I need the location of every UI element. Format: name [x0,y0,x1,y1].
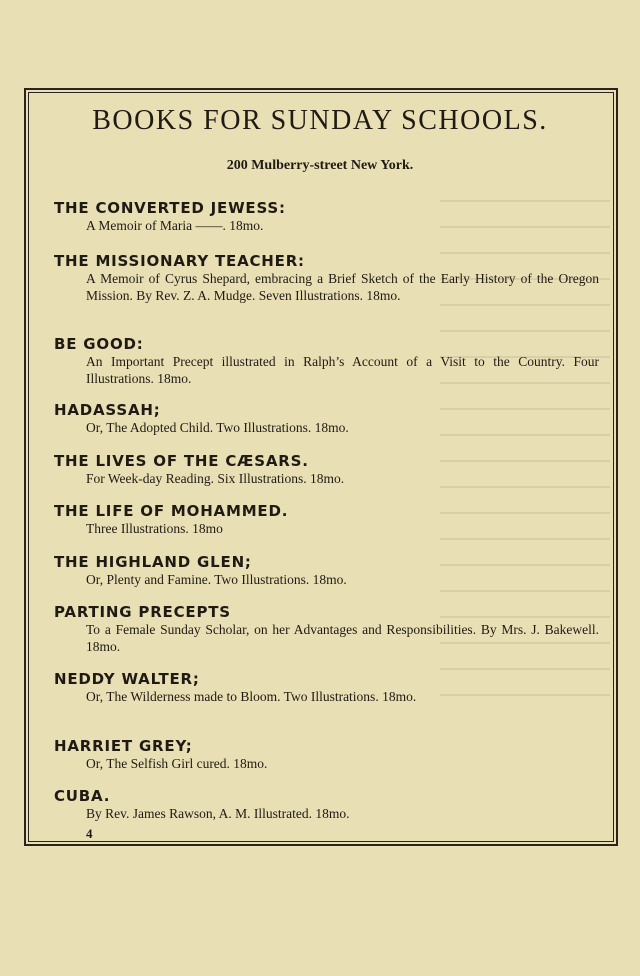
book-description: For Week-day Reading. Six Illustrations. 18mo. [86,471,345,486]
book-entry [54,198,599,235]
book-entry [54,552,599,589]
book-title: HADASSAH; [54,401,161,419]
book-title: PARTING PRECEPTS [54,603,231,621]
book-title: THE CONVERTED JEWESS: [54,199,286,217]
book-description: By Rev. James Rawson, A. M. Illustrated. 18mo. [86,806,350,821]
book-title: BE GOOD: [54,335,144,353]
book-title: THE HIGHLAND GLEN; [54,553,252,571]
book-description: An Important Precept illustrated in Ralph’s Account of a Visit to the Country. Four Illustrations. 18mo. [86,354,599,386]
book-title: CUBA. [54,787,111,805]
book-entry [54,501,599,538]
book-entry [54,736,599,773]
book-description: A Memoir of Cyrus Shepard, embracing a Brief Sketch of the Early History of the Oregon Mission. By Rev. Z. A. Mudge. Seven Illustrations. 18mo. [86,271,599,303]
book-entry [54,786,599,823]
book-description: To a Female Sunday Scholar, on her Advantages and Responsibilities. By Mrs. J. Bakewell. 18mo. [86,622,599,654]
book-description: Or, The Selfish Girl cured. 18mo. [86,756,268,771]
book-description: Three Illustrations. 18mo [86,521,223,536]
book-title: THE LIVES OF THE CÆSARS. [54,452,309,470]
book-entry [54,251,599,304]
book-entry [54,602,599,655]
page-number: 4 [86,826,93,841]
book-entry [54,400,599,437]
book-description: Or, The Wilderness made to Bloom. Two Illustrations. 18mo. [86,689,417,704]
book-description: Or, The Adopted Child. Two Illustrations. 18mo. [86,420,349,435]
book-title: NEDDY WALTER; [54,670,200,688]
book-description: Or, Plenty and Famine. Two Illustrations. 18mo. [86,572,347,587]
book-entry [54,334,599,387]
book-entry [54,451,599,488]
publisher-address: 200 Mulberry-street New York. [226,158,414,173]
book-entry [54,669,599,706]
page-title: BOOKS FOR SUNDAY SCHOOLS. [92,105,548,136]
book-title: HARRIET GREY; [54,737,193,755]
book-title: THE MISSIONARY TEACHER: [54,252,305,270]
book-title: THE LIFE OF MOHAMMED. [54,502,289,520]
book-description: A Memoir of Maria ——. 18mo. [86,218,264,233]
